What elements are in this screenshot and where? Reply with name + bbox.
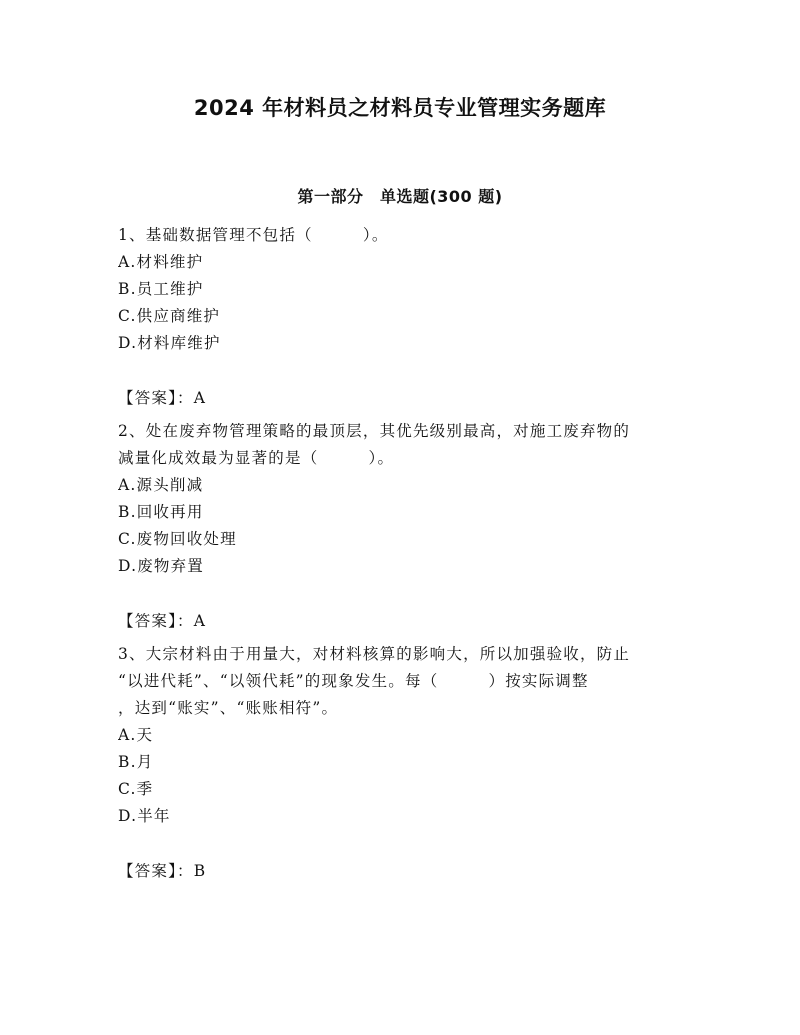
option-c: C.季 <box>118 780 154 798</box>
option-c: C.供应商维护 <box>118 307 221 325</box>
question-1 <box>118 222 688 412</box>
option-a: A.源头削减 <box>118 476 204 494</box>
question-3 <box>118 641 688 885</box>
option-d: D.废物弃置 <box>118 557 205 575</box>
question-2 <box>118 418 688 635</box>
section-title: 第一部分 单选题(300 题) <box>297 187 503 206</box>
answer-value: B <box>193 862 207 880</box>
question-stem: 2、处在废弃物管理策略的最顶层，其优先级别最高，对施工废弃物的 <box>118 422 631 440</box>
option-d: D.半年 <box>118 807 171 825</box>
question-stem: 减量化成效最为显著的是（ ）。 <box>118 449 395 467</box>
answer-label: 【答案】： <box>118 612 194 630</box>
answer-label: 【答案】： <box>118 862 194 880</box>
question-stem: ，达到“账实”、“账账相符”。 <box>118 699 339 717</box>
option-b: B.员工维护 <box>118 280 204 298</box>
answer-value: A <box>193 612 207 630</box>
answer-label: 【答案】： <box>118 389 194 407</box>
answer <box>118 608 688 635</box>
document-title: 2024 年材料员之材料员专业管理实务题库 <box>193 96 607 120</box>
answer-value: A <box>193 389 207 407</box>
question-stem: “以进代耗”、“以领代耗”的现象发生。每（ ）按实际调整 <box>118 672 589 690</box>
option-a: A.材料维护 <box>118 253 204 271</box>
question-stem: 1、基础数据管理不包括（ ）。 <box>118 226 389 244</box>
question-stem: 3、大宗材料由于用量大，对材料核算的影响大，所以加强验收，防止 <box>118 645 631 663</box>
question-list <box>118 222 688 891</box>
answer <box>118 385 688 412</box>
option-d: D.材料库维护 <box>118 334 221 352</box>
answer <box>118 858 688 885</box>
option-b: B.月 <box>118 753 154 771</box>
option-b: B.回收再用 <box>118 503 204 521</box>
option-c: C.废物回收处理 <box>118 530 237 548</box>
option-a: A.天 <box>118 726 154 744</box>
